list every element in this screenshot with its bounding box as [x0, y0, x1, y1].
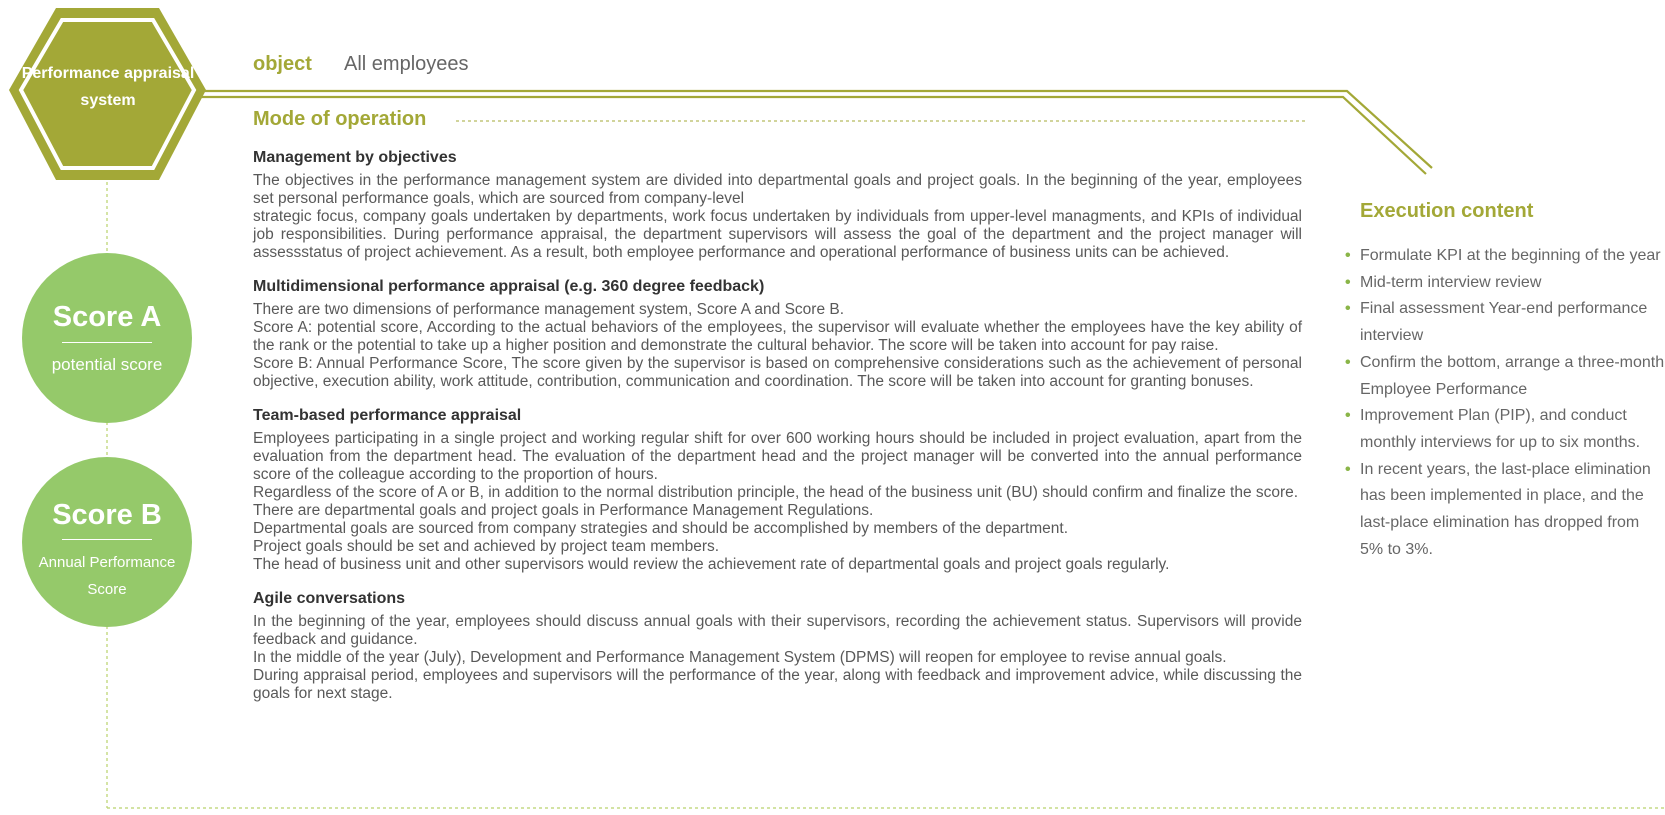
score-b-divider — [62, 539, 152, 540]
section-title: Multidimensional performance appraisal (e.g. 360 degree feedback) — [253, 278, 765, 295]
section-paragraph: In the beginning of the year, employees should discuss annual goals with their supervisors, recording the achievement status. Supervisors will provide feedback and guidance. — [253, 613, 1302, 648]
execution-item: • Formulate KPI at the beginning of the year — [1345, 243, 1665, 270]
section-paragraph: Project goals should be set and achieved by project team members. — [253, 538, 720, 555]
section-paragraph: Score A: potential score, According to the actual behaviors of the employees, the supervisor will evaluate whether the employees have the key ability of the rank or the potential to take up a higher position and demonstrate the cultural behavior. The score will be taken into account for pay raise. — [253, 319, 1302, 354]
score-a-title: Score A — [52, 301, 162, 333]
mode-of-operation-heading: Mode of operation — [253, 108, 427, 130]
execution-item: • Confirm the bottom, arrange a three-month Employee Performance — [1345, 350, 1665, 403]
system-title: Performance appraisal system — [21, 65, 195, 109]
execution-list — [1345, 243, 1665, 563]
score-b-circle — [22, 457, 192, 627]
execution-item: • Improvement Plan (PIP), and conduct monthly interviews for up to six months. — [1345, 403, 1665, 456]
section-paragraph: The objectives in the performance management system are divided into departmental goals and project goals. In the beginning of the year, employees set personal performance goals, which are sourced from company-level — [253, 172, 1302, 207]
section-paragraph: strategic focus, company goals undertaken by departments, work focus undertaken by individuals from upper-level managments, and KPIs of individual job responsibilities. During performance appraisal, the department supervisors will assess the goal of the department and the project manager will assessstatus of project achievement. As a result, both employee performance and operational performance of business units can be achieved. — [253, 208, 1302, 261]
section-multidimensional-appraisal — [253, 278, 1302, 391]
section-paragraph: Employees participating in a single project and working regular shift for over 600 working hours should be included in project evaluation, apart from the evaluation from the department head. The evaluation of the department head and the project manager will be converted into the annual performance score of the colleague according to the proportion of hours. — [253, 430, 1302, 483]
section-paragraph: There are departmental goals and project goals in Performance Management Regulations. — [253, 502, 874, 519]
object-label: object — [253, 53, 312, 75]
section-team-based-appraisal — [253, 407, 1302, 574]
section-paragraph: During appraisal period, employees and supervisors will the performance of the year, along with feedback and improvement advice, while discussing the goals for next stage. — [253, 667, 1302, 702]
mode-of-operation-content — [253, 149, 1302, 719]
section-title: Team-based performance appraisal — [253, 407, 522, 424]
score-a-divider — [62, 342, 152, 343]
section-paragraph: Score B: Annual Performance Score, The score given by the supervisor is based on comprehensive considerations such as the achievement of personal objective, execution ability, work attitude, contribution, communication and coordination. The score will be taken into account for granting bonuses. — [253, 355, 1302, 390]
score-b-subtitle: Annual Performance Score — [38, 554, 176, 598]
object-value: All employees — [344, 53, 469, 75]
section-management-by-objectives — [253, 149, 1302, 262]
execution-item: • In recent years, the last-place elimination has been implemented in place, and the last-place elimination has dropped from 5% to 3%. — [1345, 457, 1665, 564]
score-a-circle — [22, 253, 192, 423]
section-paragraph: Regardless of the score of A or B, in addition to the normal distribution principle, the head of the business unit (BU) should confirm and finalize the score. — [253, 484, 1299, 501]
score-a-subtitle: potential score — [51, 355, 163, 374]
execution-content-heading: Execution content — [1360, 200, 1534, 222]
score-b-title: Score B — [52, 499, 162, 531]
section-agile-conversations — [253, 590, 1302, 703]
execution-item: • Final assessment Year-end performance interview — [1345, 296, 1665, 349]
execution-item: • Mid-term interview review — [1345, 270, 1665, 297]
section-title: Agile conversations — [253, 590, 406, 607]
section-paragraph: There are two dimensions of performance management system, Score A and Score B. — [253, 301, 845, 318]
section-paragraph: The head of business unit and other supervisors would review the achievement rate of departmental goals and project goals regularly. — [253, 556, 1170, 573]
section-paragraph: In the middle of the year (July), Development and Performance Management System (DPMS) will reopen for employee to revise annual goals. — [253, 649, 1227, 666]
section-title: Management by objectives — [253, 149, 457, 166]
section-paragraph: Departmental goals are sourced from company strategies and should be accomplished by members of the department. — [253, 520, 1069, 537]
